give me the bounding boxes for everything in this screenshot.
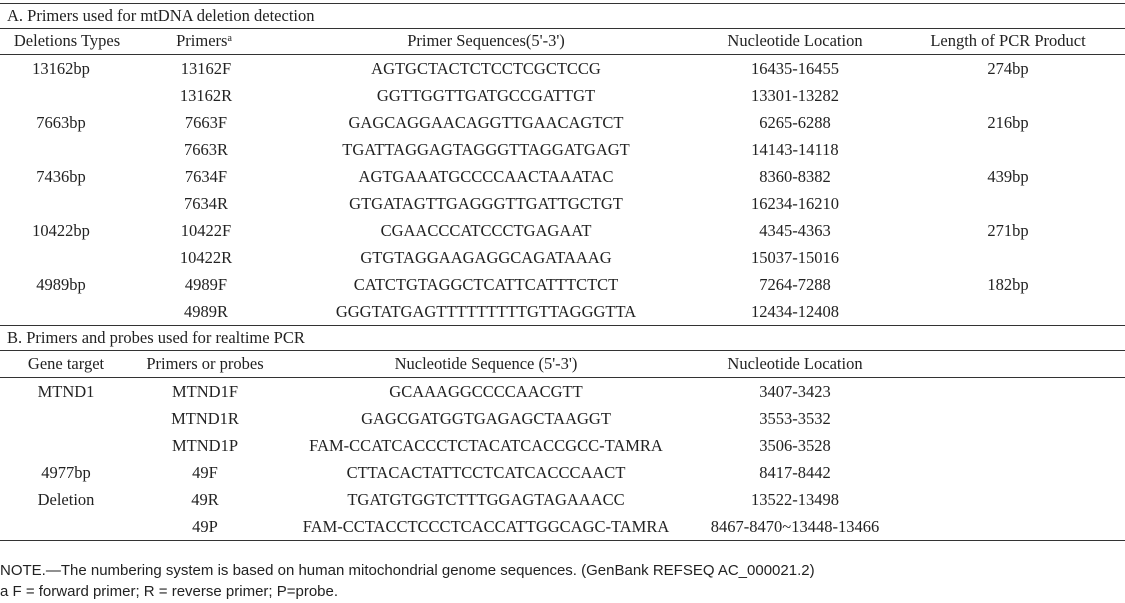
sequence-cell: GTGTAGGAAGAGGCAGATAAAG [360,248,612,267]
pcr-length-cell: 274bp [987,59,1029,78]
location-cell: 14143-14118 [751,140,839,159]
table-row [0,513,1125,540]
header-primers-or-probes: Primers or probes [146,354,264,373]
location-cell: 13522-13498 [751,490,839,509]
sequence-cell: GCAAAGGCCCCAACGTT [389,382,583,401]
section-b-header-row [0,352,1125,376]
location-cell: 8467-8470~13448-13466 [710,517,880,536]
primer-cell: 10422R [179,248,233,267]
location-cell: 3407-3423 [759,382,831,401]
pcr-length-cell: 182bp [987,275,1029,294]
location-cell: 16435-16455 [751,59,839,78]
sequence-cell: GGTTGGTTGATGCCGATTGT [376,86,596,105]
sequence-cell: AGTGAAATGCCCCAACTAAATAC [358,167,614,186]
header-nucleotide-sequence: Nucleotide Sequence (5'-3') [394,354,578,373]
primer-cell: 7634R [183,194,229,213]
pcr-length-cell: 439bp [987,167,1029,186]
table-row [0,298,1125,325]
primer-cell: 4989F [184,275,228,294]
table-row [0,486,1125,513]
sequence-cell: FAM-CCATCACCCTCTACATCACCGCC-TAMRA [309,436,663,455]
primer-probe-cell: 49P [192,517,218,536]
sequence-cell: CATCTGTAGGCTCATTCATTTCTCT [353,275,619,294]
table-row [0,136,1125,163]
sequence-cell: GAGCAGGAACAGGTTGAACAGTCT [348,113,624,132]
sequence-cell: CGAACCCATCCCTGAGAAT [380,221,592,240]
location-cell: 3506-3528 [759,436,831,455]
primer-cell: 10422F [180,221,232,240]
deletion-type-cell: 10422bp [32,221,90,240]
location-cell: 12434-12408 [751,302,839,321]
table-row [0,109,1125,136]
table-row [0,432,1125,459]
table-row [0,217,1125,244]
primer-cell: 7663F [184,113,228,132]
primer-probe-cell: 49F [192,463,218,482]
deletion-type-cell: 4989bp [36,275,86,294]
pcr-length-cell: 216bp [987,113,1029,132]
primer-cell: 13162R [179,86,233,105]
primer-cell: 7634F [184,167,228,186]
header-pcr-length: Length of PCR Product [930,31,1086,50]
location-cell: 8360-8382 [759,167,831,186]
gene-target-cell: MTND1 [37,382,95,401]
header-primers-footnote-mark: a [227,33,232,44]
location-cell: 15037-15016 [751,248,839,267]
sequence-cell: TGATTAGGAGTAGGGTTAGGATGAGT [342,140,630,159]
section-a-title: A. Primers used for mtDNA deletion detection [7,6,315,25]
primer-cell: 4989R [183,302,229,321]
primer-probe-cell: MTND1R [171,409,239,428]
primer-cell: 13162F [180,59,232,78]
sequence-cell: GTGATAGTTGAGGGTTGATTGCTGT [349,194,623,213]
location-cell: 3553-3532 [759,409,831,428]
primer-probe-cell: MTND1P [171,436,239,455]
primer-probe-cell: MTND1F [171,382,239,401]
section-a-header-row [0,29,1125,53]
table-row [0,82,1125,109]
location-cell: 16234-16210 [751,194,839,213]
table-row [0,244,1125,271]
table-row [0,190,1125,217]
sequence-cell: GAGCGATGGTGAGAGCTAAGGT [361,409,611,428]
deletion-type-cell: 7663bp [36,113,86,132]
table-row [0,163,1125,190]
primer-probe-cell: 49R [191,490,219,509]
gene-target-cell: 4977bp [41,463,91,482]
gene-target-cell: Deletion [37,490,95,509]
pcr-length-cell: 271bp [987,221,1029,240]
table-row [0,271,1125,298]
bottom-rule [0,540,1125,541]
header-primers [176,29,232,53]
location-cell: 8417-8442 [759,463,831,482]
header-nucleotide-location: Nucleotide Location [727,31,863,50]
header-nucleotide-location-b: Nucleotide Location [727,354,863,373]
section-b-title: B. Primers and probes used for realtime PCR [7,328,305,347]
footnote-numbering: NOTE.—The numbering system is based on human mitochondrial genome sequences. (GenBank REFSEQ AC_000021.2) [0,562,815,579]
location-cell: 13301-13282 [751,86,839,105]
sequence-cell: FAM-CCTACCTCCCTCACCATTGGCAGC-TAMRA [302,517,670,536]
table-row [0,378,1125,405]
sequence-cell: CTTACACTATTCCTCATCACCCAACT [346,463,626,482]
header-primers-label: Primers [176,31,228,50]
sequence-cell: AGTGCTACTCTCCTCGCTCCG [371,59,601,78]
location-cell: 6265-6288 [759,113,831,132]
header-primer-sequences: Primer Sequences(5'-3') [407,31,565,50]
sequence-cell: GGGTATGAGTTTTTTTTTGTTAGGGTTA [335,302,637,321]
header-gene-target: Gene target [27,354,105,373]
deletion-type-cell: 7436bp [36,167,86,186]
sequence-cell: TGATGTGGTCTTTGGAGTAGAAACC [347,490,625,509]
location-cell: 4345-4363 [759,221,831,240]
table-row [0,459,1125,486]
deletion-type-cell: 13162bp [32,59,90,78]
footnote-abbreviations: a F = forward primer; R = reverse primer; P=probe. [0,583,339,600]
primer-cell: 7663R [183,140,229,159]
section-b-title-rule [0,350,1125,351]
table-row [0,55,1125,82]
table-row [0,405,1125,432]
header-deletion-types: Deletions Types [13,31,121,50]
location-cell: 7264-7288 [759,275,831,294]
